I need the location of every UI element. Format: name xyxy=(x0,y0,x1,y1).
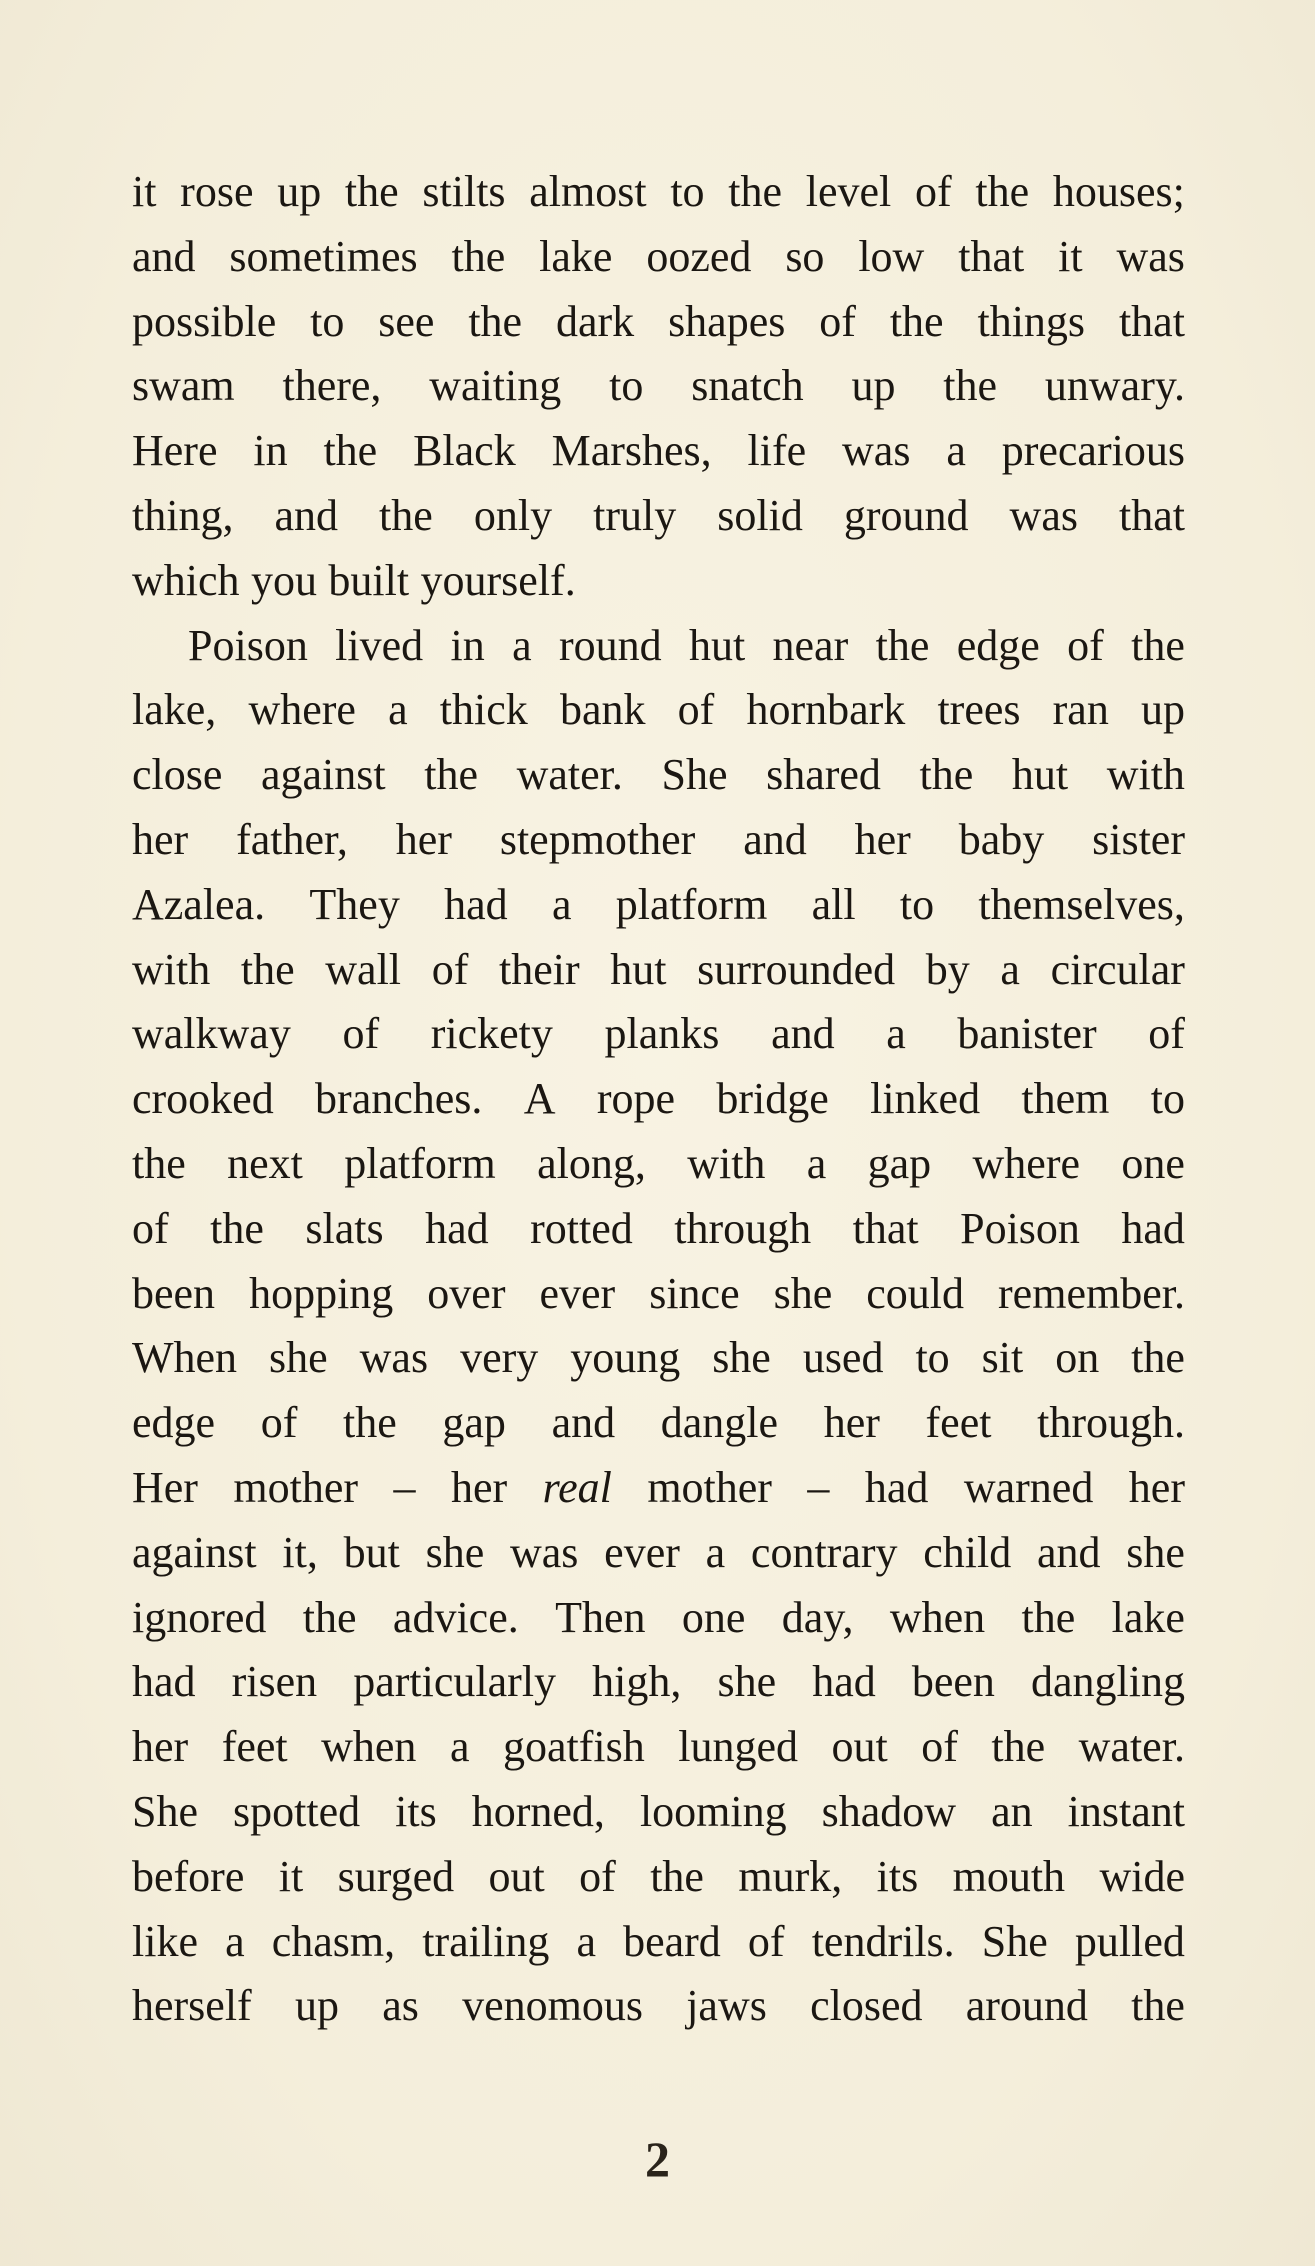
word: hopping xyxy=(249,1268,394,1318)
word: sit xyxy=(981,1333,1024,1383)
text-line xyxy=(132,1715,1185,1780)
page-number: 2 xyxy=(645,2131,670,2187)
word: instant xyxy=(1067,1786,1185,1836)
word: up xyxy=(851,361,896,411)
word: Azalea. xyxy=(132,879,266,929)
word: had xyxy=(425,1203,489,1253)
word: it, xyxy=(282,1527,318,1577)
word: the xyxy=(1131,1981,1185,2031)
word: Her xyxy=(132,1462,198,1512)
text-line xyxy=(132,160,1185,225)
text-line xyxy=(132,419,1185,484)
word: you xyxy=(250,555,317,605)
word: of xyxy=(1148,1009,1185,1059)
word: stepmother xyxy=(499,814,696,864)
word: horned, xyxy=(471,1786,605,1836)
word: that xyxy=(958,231,1025,281)
word: near xyxy=(772,620,849,670)
word: themselves, xyxy=(978,879,1185,929)
word: risen xyxy=(231,1657,318,1707)
word: it xyxy=(278,1851,304,1901)
word: trailing xyxy=(422,1916,550,1966)
word: of xyxy=(677,685,715,735)
word: of xyxy=(747,1916,785,1966)
word: crooked xyxy=(132,1074,274,1124)
word: planks xyxy=(604,1009,720,1059)
word: things xyxy=(977,296,1086,346)
word: wide xyxy=(1099,1851,1185,1901)
word: to xyxy=(1150,1074,1185,1124)
word: out xyxy=(831,1722,888,1772)
word: before xyxy=(132,1851,245,1901)
word: edge xyxy=(132,1398,216,1448)
text-line xyxy=(132,1910,1185,1975)
word: their xyxy=(498,944,580,994)
word: which xyxy=(132,555,240,605)
word: with xyxy=(687,1138,766,1188)
word: Marshes, xyxy=(551,426,712,476)
word: through xyxy=(674,1203,812,1253)
word: contrary xyxy=(750,1527,898,1577)
word: close xyxy=(132,750,223,800)
word: ran xyxy=(1052,685,1109,735)
word: low xyxy=(858,231,925,281)
word: she xyxy=(712,1333,771,1383)
text-line xyxy=(132,1456,1185,1521)
word: where xyxy=(248,685,356,735)
word: the xyxy=(132,1138,186,1188)
word: been xyxy=(911,1657,995,1707)
word: the xyxy=(424,750,478,800)
text-line xyxy=(132,1002,1185,1067)
word: rose xyxy=(180,167,254,216)
word: through. xyxy=(1037,1398,1185,1448)
word: up xyxy=(277,167,322,216)
word: it xyxy=(132,167,157,216)
word: water. xyxy=(1078,1722,1185,1772)
text-line xyxy=(132,873,1185,938)
text-line xyxy=(132,1845,1185,1910)
word: very xyxy=(460,1333,539,1383)
text-line xyxy=(132,938,1185,1003)
text-line xyxy=(132,354,1185,419)
word: lake xyxy=(1111,1592,1185,1642)
word: shadow xyxy=(821,1786,957,1836)
word: to xyxy=(899,879,935,929)
text-line xyxy=(132,743,1185,808)
word: swam xyxy=(132,361,235,411)
word: the xyxy=(210,1203,264,1253)
word: when xyxy=(889,1592,986,1642)
word: spotted xyxy=(233,1786,361,1836)
word: the xyxy=(468,296,523,346)
word: a xyxy=(449,1722,470,1772)
word: her xyxy=(132,814,189,864)
word: out xyxy=(488,1851,545,1901)
text-line xyxy=(132,1521,1185,1586)
word: baby xyxy=(958,814,1045,864)
word: jaws xyxy=(686,1981,767,2031)
word: circular xyxy=(1050,944,1185,994)
word: dark xyxy=(555,296,635,346)
word: bank xyxy=(559,685,646,735)
word: warned xyxy=(963,1462,1094,1512)
word: in xyxy=(450,620,485,670)
word: sister xyxy=(1092,814,1185,864)
word: – xyxy=(393,1462,416,1512)
word: of xyxy=(579,1851,616,1901)
word: She xyxy=(981,1916,1048,1966)
word: ignored xyxy=(132,1592,267,1642)
word: She xyxy=(132,1786,198,1836)
word: truly xyxy=(593,490,677,540)
word: ever xyxy=(539,1268,616,1318)
word: father, xyxy=(236,814,348,864)
word: with xyxy=(132,944,211,994)
word: mouth xyxy=(952,1851,1066,1901)
word: and xyxy=(551,1398,616,1448)
word: a xyxy=(886,1009,906,1059)
word: – xyxy=(807,1462,830,1512)
word: and xyxy=(743,814,807,864)
word: houses; xyxy=(1052,167,1185,216)
word: mother xyxy=(233,1462,359,1512)
word: herself xyxy=(132,1981,252,2031)
word: possible xyxy=(132,296,277,346)
word: of xyxy=(1067,620,1104,670)
word: but xyxy=(343,1527,400,1577)
word: lake, xyxy=(132,685,217,735)
word: that xyxy=(1118,296,1185,346)
word: the xyxy=(1021,1592,1076,1642)
word: branches. xyxy=(315,1074,483,1124)
word: trees xyxy=(937,685,1021,735)
word: round xyxy=(558,620,662,670)
word: Poison xyxy=(188,620,308,670)
word: the xyxy=(451,231,506,281)
word: her xyxy=(450,1462,508,1512)
word: up xyxy=(294,1981,339,2031)
text-line xyxy=(132,808,1185,873)
word: murk, xyxy=(738,1851,843,1901)
paragraph xyxy=(132,614,1185,2040)
word: an xyxy=(991,1786,1033,1836)
word: rotted xyxy=(530,1203,633,1253)
word: gap xyxy=(442,1398,506,1448)
word: the xyxy=(875,620,930,670)
word: since xyxy=(649,1268,740,1318)
word: one xyxy=(681,1592,746,1642)
text-line xyxy=(132,1067,1185,1132)
word: hut xyxy=(1011,750,1069,800)
word: hornbark xyxy=(746,685,906,735)
word: gap xyxy=(867,1138,932,1188)
text-line xyxy=(132,1197,1185,1262)
word: stilts xyxy=(422,167,506,216)
word: pulled xyxy=(1074,1916,1185,1966)
word: Black xyxy=(413,426,516,476)
word: was xyxy=(842,426,911,476)
word: the xyxy=(728,167,783,216)
word: as xyxy=(382,1981,419,2031)
word: to xyxy=(609,361,644,411)
word: had xyxy=(1121,1203,1185,1253)
word: waiting xyxy=(429,361,562,411)
text-line xyxy=(132,614,1185,679)
word: built xyxy=(328,555,410,605)
word: remember. xyxy=(998,1268,1185,1318)
word: the xyxy=(302,1592,357,1642)
word: to xyxy=(310,296,345,346)
word: a xyxy=(806,1138,827,1188)
word: of xyxy=(915,167,952,216)
word: precarious xyxy=(1001,426,1185,476)
word: and xyxy=(132,231,196,281)
word: a xyxy=(551,879,572,929)
word: the xyxy=(919,750,974,800)
word: young xyxy=(570,1333,681,1383)
word: A xyxy=(523,1074,556,1124)
word: of xyxy=(132,1203,169,1253)
word: of xyxy=(819,296,856,346)
word: walkway xyxy=(132,1009,291,1059)
word: edge xyxy=(956,620,1040,670)
word: only xyxy=(473,490,553,540)
word: with xyxy=(1106,750,1185,800)
word: the xyxy=(1131,620,1185,670)
text-line xyxy=(132,1780,1185,1845)
word: had xyxy=(132,1657,196,1707)
word: see xyxy=(378,296,435,346)
word: been xyxy=(132,1268,216,1318)
word: and xyxy=(274,490,339,540)
word: of xyxy=(260,1398,298,1448)
word: up xyxy=(1141,685,1185,735)
word: one xyxy=(1121,1138,1185,1188)
text-line xyxy=(132,290,1185,355)
word: a xyxy=(225,1916,245,1966)
text-line xyxy=(132,225,1185,290)
word: feet xyxy=(221,1722,288,1772)
word: the xyxy=(379,490,433,540)
word: thick xyxy=(439,685,528,735)
word: the xyxy=(975,167,1030,216)
word: there, xyxy=(282,361,382,411)
word: when xyxy=(321,1722,417,1772)
word: surrounded xyxy=(697,944,896,994)
word: Then xyxy=(555,1592,646,1642)
word: was xyxy=(359,1333,429,1383)
word: When xyxy=(132,1333,238,1383)
word: oozed xyxy=(646,231,752,281)
word: it xyxy=(1058,231,1083,281)
word: the xyxy=(991,1722,1046,1772)
word: the xyxy=(344,167,399,216)
word: feet xyxy=(925,1398,992,1448)
word: slats xyxy=(305,1203,384,1253)
word: her xyxy=(1128,1462,1185,1512)
word: her xyxy=(395,814,452,864)
word: she xyxy=(269,1333,328,1383)
word: to xyxy=(915,1333,950,1383)
word: looming xyxy=(639,1786,787,1836)
word: venomous xyxy=(462,1981,643,2031)
word: its xyxy=(876,1851,919,1901)
word: she xyxy=(425,1527,485,1577)
word: was xyxy=(509,1527,579,1577)
word: over xyxy=(427,1268,506,1318)
word: a xyxy=(1000,944,1020,994)
word: her xyxy=(132,1722,189,1772)
word: she xyxy=(717,1657,777,1707)
word: of xyxy=(342,1009,380,1059)
word: real xyxy=(542,1462,612,1512)
word: the xyxy=(323,426,378,476)
body-text xyxy=(132,160,1185,2039)
word: rope xyxy=(596,1074,676,1124)
word: was xyxy=(1009,490,1078,540)
word: the xyxy=(889,296,944,346)
word: Here xyxy=(132,426,218,476)
word: life xyxy=(747,426,807,476)
word: She xyxy=(661,750,728,800)
text-line xyxy=(132,678,1185,743)
word: was xyxy=(1116,231,1185,281)
word: where xyxy=(972,1138,1081,1188)
word: ever xyxy=(604,1527,680,1577)
word: the xyxy=(943,361,998,411)
word: lunged xyxy=(678,1722,798,1772)
text-line xyxy=(132,1974,1185,2039)
word: water. xyxy=(516,750,623,800)
word: yourself. xyxy=(420,555,576,605)
text-line xyxy=(132,549,1185,614)
word: around xyxy=(965,1981,1088,2031)
word: particularly xyxy=(353,1657,557,1707)
word: Poison xyxy=(960,1203,1080,1253)
word: of xyxy=(431,944,469,994)
word: like xyxy=(132,1916,198,1966)
text-line xyxy=(132,1262,1185,1327)
word: wall xyxy=(325,944,402,994)
word: used xyxy=(802,1333,884,1383)
word: the xyxy=(1131,1333,1185,1383)
word: beard xyxy=(623,1916,721,1966)
word: to xyxy=(670,167,705,216)
word: mother xyxy=(647,1462,772,1512)
word: tendrils. xyxy=(811,1916,955,1966)
word: a xyxy=(576,1916,596,1966)
text-line xyxy=(132,484,1185,549)
word: ground xyxy=(843,490,969,540)
word: lived xyxy=(335,620,424,670)
word: her xyxy=(854,814,911,864)
word: them xyxy=(1021,1074,1110,1124)
word: had xyxy=(444,879,508,929)
word: all xyxy=(811,879,856,929)
word: shared xyxy=(766,750,881,800)
word: rickety xyxy=(430,1009,553,1059)
word: bridge xyxy=(716,1074,829,1124)
word: almost xyxy=(529,167,647,216)
word: day, xyxy=(781,1592,854,1642)
word: that xyxy=(852,1203,919,1253)
word: thing, xyxy=(132,490,234,540)
word: she xyxy=(773,1268,833,1318)
text-line xyxy=(132,1326,1185,1391)
word: the xyxy=(650,1851,704,1901)
paragraph xyxy=(132,160,1185,614)
word: along, xyxy=(537,1138,646,1188)
word: could xyxy=(866,1268,965,1318)
word: hut xyxy=(688,620,746,670)
word: snatch xyxy=(691,361,804,411)
word: hut xyxy=(610,944,667,994)
word: unwary. xyxy=(1044,361,1185,411)
word: child xyxy=(923,1527,1012,1577)
word: dangling xyxy=(1031,1657,1185,1707)
word: solid xyxy=(717,490,803,540)
word: and xyxy=(771,1009,835,1059)
word: against xyxy=(261,750,386,800)
word: They xyxy=(309,879,400,929)
word: chasm, xyxy=(271,1916,396,1966)
word: a xyxy=(388,685,408,735)
word: in xyxy=(253,426,288,476)
word: platform xyxy=(344,1138,496,1188)
word: she xyxy=(1126,1527,1185,1577)
word: the xyxy=(343,1398,397,1448)
word: that xyxy=(1119,490,1185,540)
word: of xyxy=(921,1722,958,1772)
word: a xyxy=(512,620,532,670)
text-line xyxy=(132,1132,1185,1197)
word: dangle xyxy=(660,1398,779,1448)
word: platform xyxy=(615,879,768,929)
word: and xyxy=(1037,1527,1101,1577)
word: its xyxy=(395,1786,437,1836)
word: had xyxy=(864,1462,929,1512)
word: shapes xyxy=(668,296,786,346)
word: linked xyxy=(870,1074,981,1124)
word: banister xyxy=(957,1009,1097,1059)
word: against xyxy=(132,1527,257,1577)
text-line xyxy=(132,1650,1185,1715)
word: surged xyxy=(337,1851,455,1901)
word: advice. xyxy=(392,1592,519,1642)
word: lake xyxy=(539,231,613,281)
word: her xyxy=(823,1398,880,1448)
word: a xyxy=(946,426,966,476)
word: the xyxy=(240,944,295,994)
text-line xyxy=(132,1391,1185,1456)
word: closed xyxy=(810,1981,923,2031)
word: sometimes xyxy=(229,231,418,281)
word: level xyxy=(805,167,892,216)
word: on xyxy=(1055,1333,1100,1383)
word: next xyxy=(227,1138,303,1188)
word: goatfish xyxy=(502,1722,645,1772)
text-line xyxy=(132,1586,1185,1651)
word: so xyxy=(785,231,825,281)
word: high, xyxy=(592,1657,682,1707)
word: had xyxy=(812,1657,876,1707)
word: by xyxy=(925,944,970,994)
word: a xyxy=(705,1527,726,1577)
